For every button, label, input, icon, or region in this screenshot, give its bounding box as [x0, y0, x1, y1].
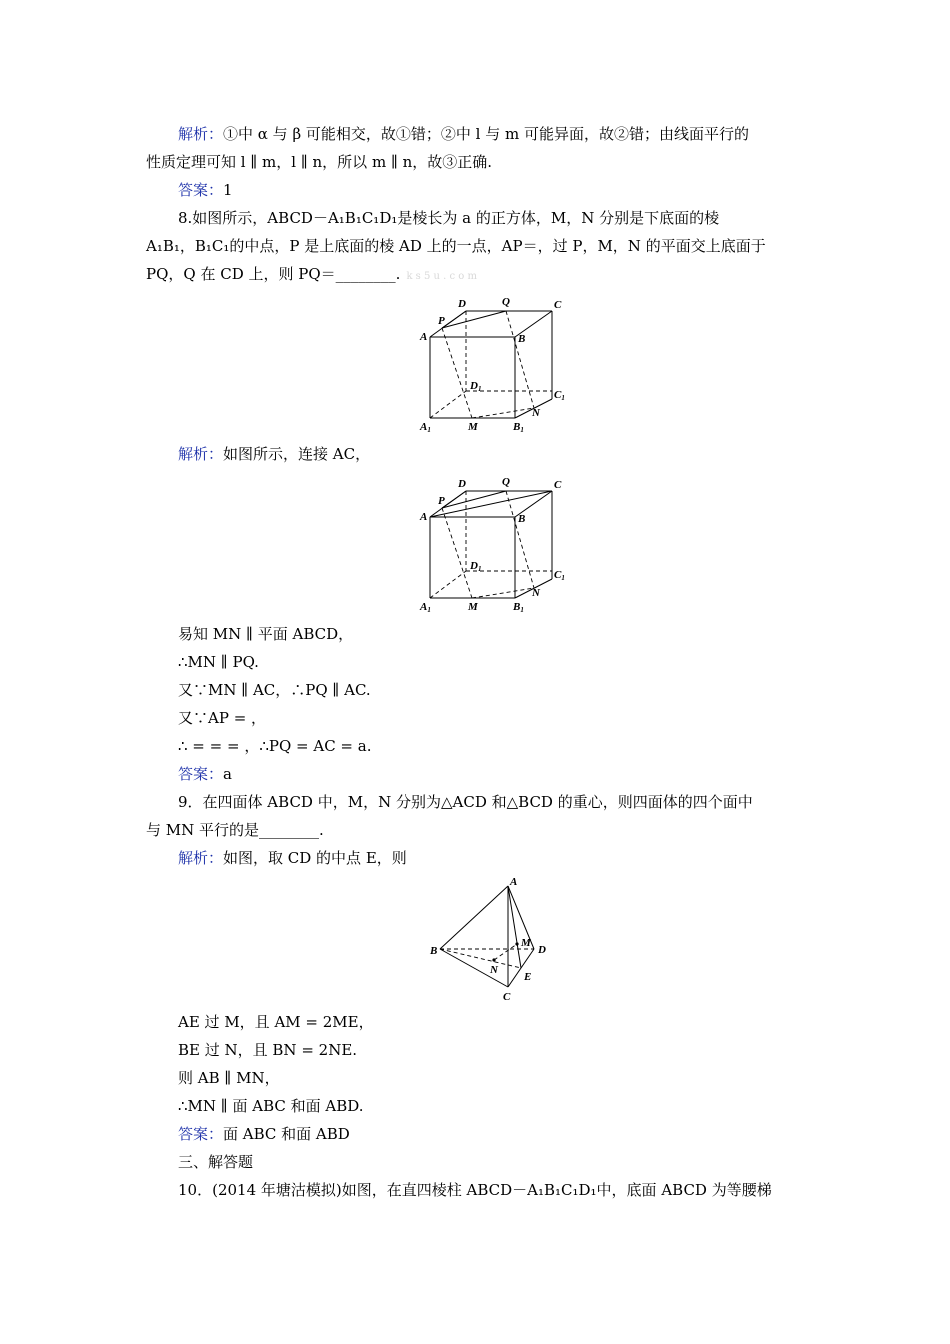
question-9-line-2: 与 MN 平行的是________.	[146, 821, 324, 839]
answer-9: 答案：面 ABC 和面 ABD	[178, 1125, 350, 1143]
answer-label: 答案：	[178, 181, 224, 199]
solution-label: 解析：	[178, 445, 224, 463]
solution-9-step-4: ∴MN ∥ 面 ABC 和面 ABD.	[178, 1097, 364, 1115]
cube-figure-with-ac	[418, 472, 570, 617]
label-A1: A1	[420, 601, 431, 614]
label-N: N	[532, 407, 540, 419]
solution-8-step-2: ∴MN ∥ PQ.	[178, 653, 259, 671]
solution-9-step-2: BE 过 N，且 BN = 2NE.	[178, 1041, 358, 1059]
solution-8-step-1: 易知 MN ∥ 平面 ABCD，	[178, 625, 354, 643]
solution-9-step-1: AE 过 M，且 AM = 2ME，	[178, 1013, 374, 1031]
solution-8-step-3: 又∵MN ∥ AC，∴PQ ∥ AC.	[178, 681, 371, 699]
section-heading: 三、解答题	[178, 1153, 254, 1171]
label-P: P	[438, 315, 445, 327]
label-A: A	[420, 331, 428, 343]
label-D: D	[538, 944, 546, 956]
label-C1: C1	[554, 569, 565, 582]
answer-7: 答案：1	[178, 181, 233, 199]
label-A: A	[420, 511, 428, 523]
label-B: B	[518, 333, 526, 345]
label-M: M	[468, 421, 478, 433]
label-A: A	[510, 876, 518, 888]
question-8-line-2: A₁B₁，B₁C₁的中点，P 是上底面的棱 AD 上的一点，AP＝，过 P，M，N 的平面交上底面于	[146, 237, 766, 255]
label-C: C	[554, 479, 562, 491]
solution-9-intro: 解析：如图，取 CD 的中点 E，则	[178, 849, 407, 867]
label-B: B	[518, 513, 526, 525]
solution-7-line-2: 性质定理可知 l ∥ m，l ∥ n，所以 m ∥ n，故③正确.	[146, 153, 493, 171]
label-A1: A1	[420, 421, 431, 434]
tetrahedron-figure	[428, 872, 558, 1008]
question-10-line-1: 10．(2014 年塘沽模拟)如图，在直四棱柱 ABCD－A₁B₁C₁D₁中，底面 ABCD 为等腰梯	[178, 1181, 772, 1199]
label-C1: C1	[554, 389, 565, 402]
label-Q: Q	[502, 476, 510, 488]
label-D1: D1	[470, 560, 482, 573]
label-N: N	[490, 964, 498, 976]
label-B1: B1	[513, 421, 524, 434]
solution-8-intro: 解析：如图所示，连接 AC，	[178, 445, 371, 463]
label-N: N	[532, 587, 540, 599]
solution-9-step-3: 则 AB ∥ MN，	[178, 1069, 280, 1087]
label-D: D	[458, 478, 466, 490]
label-D1: D1	[470, 380, 482, 393]
solution-7-line-1: 解析：①中 α 与 β 可能相交，故①错；②中 l 与 m 可能异面，故②错；由线面平行的	[178, 125, 749, 143]
answer-label: 答案：	[178, 765, 224, 783]
question-9-line-1: 9．在四面体 ABCD 中，M，N 分别为△ACD 和△BCD 的重心，则四面体的四个面中	[178, 793, 753, 811]
label-C: C	[503, 991, 511, 1003]
label-Q: Q	[502, 296, 510, 308]
solution-label: 解析：	[178, 125, 224, 143]
answer-8: 答案：a	[178, 765, 232, 783]
label-E: E	[524, 971, 532, 983]
solution-8-step-4: 又∵AP = ，	[178, 709, 267, 727]
watermark: k s 5 u . c o m	[406, 271, 477, 282]
solution-8-step-5: ∴ = = = ，∴PQ = AC = a.	[178, 737, 372, 755]
solution-label: 解析：	[178, 849, 224, 867]
label-B1: B1	[513, 601, 524, 614]
label-D: D	[458, 298, 466, 310]
label-P: P	[438, 495, 445, 507]
label-B: B	[430, 945, 438, 957]
question-8-line-3: PQ，Q 在 CD 上，则 PQ＝________. k s 5 u . c o m	[146, 265, 477, 283]
answer-label: 答案：	[178, 1125, 224, 1143]
label-M: M	[521, 937, 531, 949]
question-8-line-1: 8.如图所示，ABCD－A₁B₁C₁D₁是棱长为 a 的正方体，M，N 分别是下底面的棱	[178, 209, 720, 227]
label-M: M	[468, 601, 478, 613]
cube-figure	[418, 292, 570, 437]
label-C: C	[554, 299, 562, 311]
